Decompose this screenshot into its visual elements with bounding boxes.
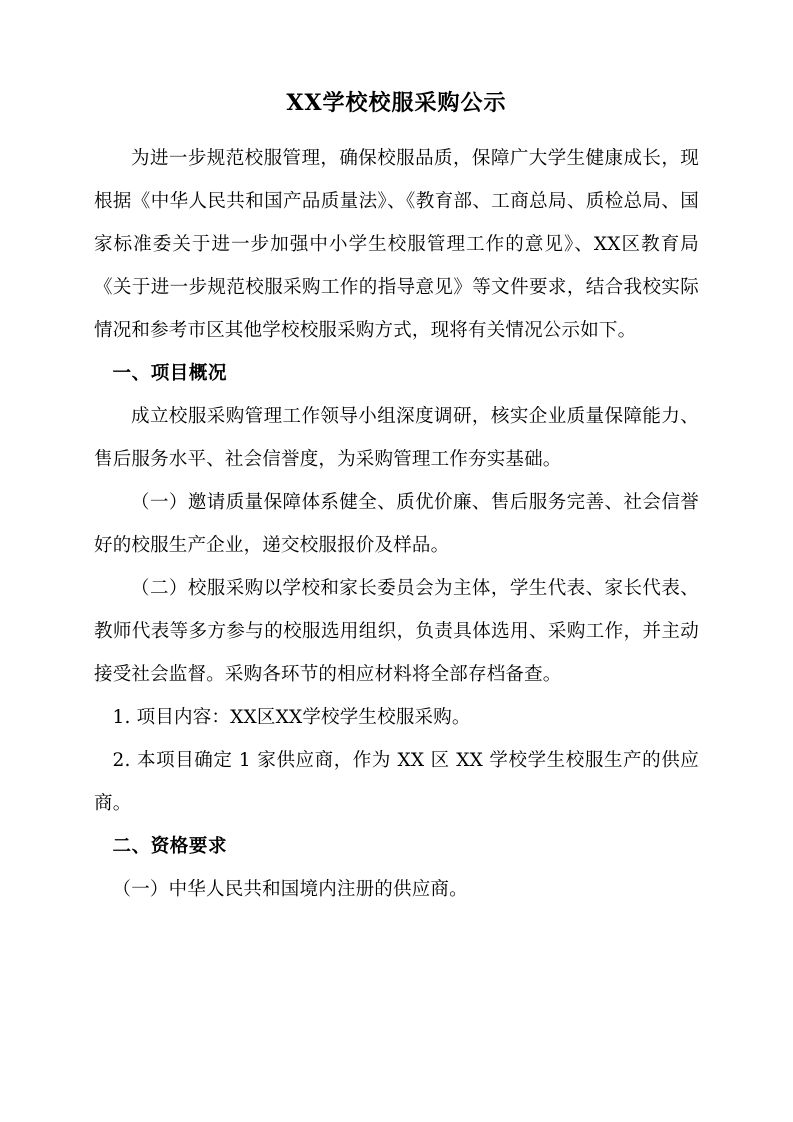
paragraph-item-two: （二）校服采购以学校和家长委员会为主体，学生代表、家长代表、教师代表等多方参与的校服选用组织，负责具体选用、采购工作，并主动接受社会监督。采购各环节的相应材料将全部存档备查。 [94, 577, 699, 685]
document-body [94, 137, 699, 911]
paragraph-supplier-count: 2. 本项目确定 1 家供应商，作为 XX 区 XX 学校学生校服生产的供应商。 [94, 749, 699, 814]
paragraph-overview-body: 成立校服采购管理工作领导小组深度调研，核实企业质量保障能力、售后服务水平、社会信誉度，为采购管理工作夯实基础。 [94, 405, 699, 470]
section-heading-project-overview: 一、项目概况 [112, 362, 228, 384]
paragraph-item-one: （一）邀请质量保障体系健全、质优价廉、售后服务完善、社会信誉好的校服生产企业，递交校服报价及样品。 [94, 491, 699, 556]
page-title: XX学校校服采购公示 [286, 90, 507, 116]
paragraph-qualification-one: （一）中华人民共和国境内注册的供应商。 [112, 878, 468, 900]
paragraph-intro: 为进一步规范校服管理，确保校服品质，保障广大学生健康成长，现根据《中华人民共和国产品质量法》、《教育部、工商总局、质检总局、国家标准委关于进一步加强中小学生校服管理工作的意见》、XX区教育局《关于进一步规范校服采购工作的指导意见》等文件要求，结合我校实际情况和参考市区其他学校校服采购方式，现将有关情况公示如下。 [94, 147, 699, 341]
paragraph-project-content: 1. 项目内容：XX区XX学校学生校服采购。 [112, 706, 471, 728]
section-heading-qualification: 二、资格要求 [112, 835, 228, 857]
